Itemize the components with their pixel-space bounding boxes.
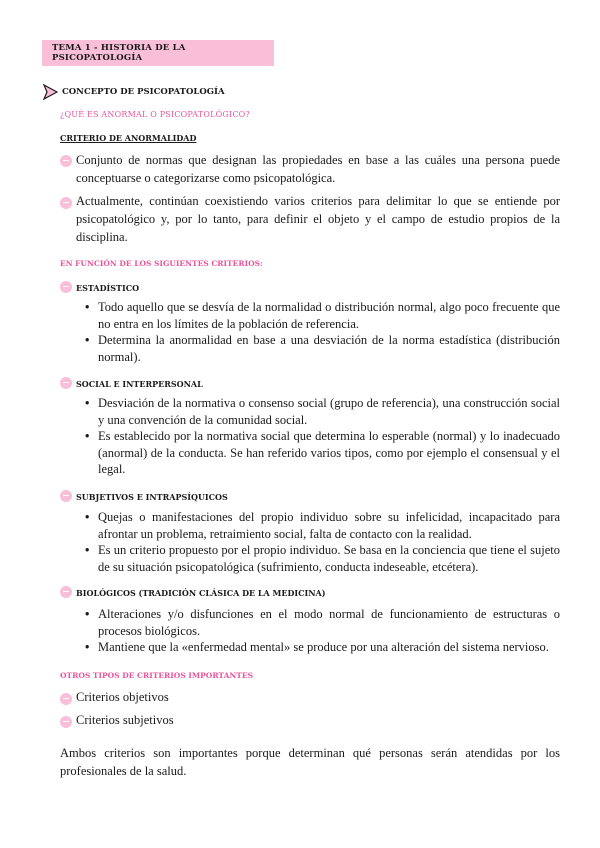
criteria-objective-item: Criterios objetivos [76,690,169,704]
page-title-banner [42,40,274,66]
criteria-subheading: EN FUNCIÓN DE LOS SIGUIENTES CRITERIOS: [60,259,263,268]
bullet-circle-icon [60,490,72,502]
page-title: TEMA 1 - HISTORIA DE LA PSICOPATOLOGÍA [52,43,186,63]
concept-heading-text: CONCEPTO DE PSICOPATOLOGÍA [62,87,225,97]
criteria-subjective-item: Criterios subjetivos [76,713,174,727]
bullet-list-subjective [82,509,560,575]
bullet-list-biological [82,606,560,656]
section-title-biological: BIOLÓGICOS (TRADICIÓN CLÁSICA DE LA MEDICINA) [76,588,326,598]
paragraph-current-criteria: Actualmente, continúan coexistiendo varios criterios para delimitar lo que se entiende por psicopatológico y, por lo tanto, para definir el objeto y el campo de estudio propios de la disciplina. [76,194,560,244]
section-title-social: SOCIAL E INTERPERSONAL [76,379,203,389]
list-item: • Determina la anormalidad en base a una desviación de la norma estadística (distribución normal). [82,332,560,365]
list-item: • Todo aquello que se desvía de la normalidad o distribución normal, algo poco frecuente que no entra en los límites de la población de referencia. [82,299,560,332]
bullet-list-statistical [82,299,560,365]
bullet-circle-icon [60,197,72,209]
triangle-arrow-icon [42,84,58,100]
bullet-circle-icon [60,716,72,728]
section-title-subjective: SUBJETIVOS E INTRAPSÍQUICOS [76,492,228,502]
concept-heading [42,84,225,100]
list-item: • Es un criterio propuesto por el propio individuo. Se basa en la conciencia que tiene el sujeto de su situación psicopatológica (sufrimiento, conducta indeseable, etcétera). [82,542,560,575]
paragraph-definition: Conjunto de normas que designan las propiedades en base a las cuáles una persona puede conceptuarse o categorizarse como psicopatológica. [76,153,560,185]
list-item: • Quejas o manifestaciones del propio individuo sobre su infelicidad, incapacitado para afrontar un problema, retraimiento social, falta de contacto con la realidad. [82,509,560,542]
bullet-circle-icon [60,586,72,598]
other-criteria-subheading: OTROS TIPOS DE CRITERIOS IMPORTANTES [60,671,253,680]
bullet-circle-icon [60,377,72,389]
question-subheading: ¿QUÉ ES ANORMAL O PSICOPATOLÓGICO? [60,110,250,119]
bullet-circle-icon [60,155,72,167]
closing-paragraph: Ambos criterios son importantes porque determinan qué personas serán atendidas por los profesionales de la salud. [60,746,560,778]
list-item: • Es establecido por la normativa social que determina lo esperable (normal) y lo inadecuado (anormal) de la conducta. Se han referido varios tipos, como por ejemplo el consensual y el legal. [82,428,560,478]
section-title-statistical: ESTADÍSTICO [76,283,140,293]
list-item: • Mantiene que la «enfermedad mental» se produce por una alteración del sistema nervioso. [82,639,560,656]
bullet-circle-icon [60,281,72,293]
list-item: • Desviación de la normativa o consenso social (grupo de referencia), una construcción social y una convención de la comunidad social. [82,395,560,428]
bullet-list-social [82,395,560,478]
criterion-heading: CRITERIO DE ANORMALIDAD [60,133,197,143]
list-item: • Alteraciones y/o disfunciones en el modo normal de funcionamiento de estructuras o procesos biológicos. [82,606,560,639]
bullet-circle-icon [60,693,72,705]
